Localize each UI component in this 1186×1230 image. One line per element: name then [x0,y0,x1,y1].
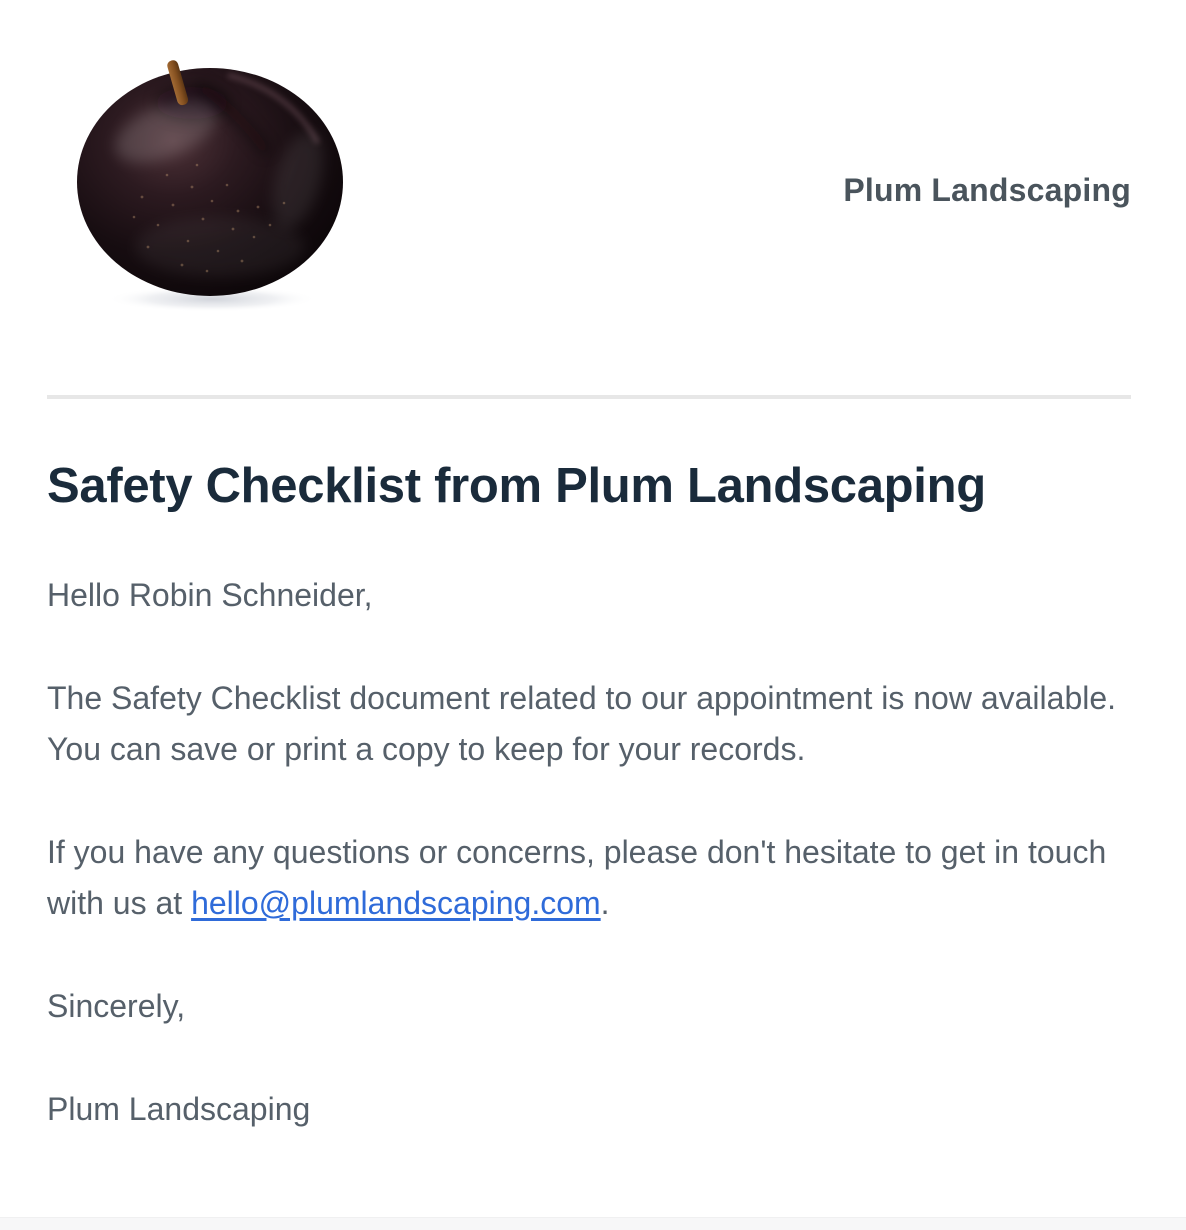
contact-text-after-link: . [600,884,610,921]
plum-logo-image [70,15,350,315]
email-address-link[interactable]: hello@plumlandscaping.com [191,884,601,921]
closing-text: Sincerely, [47,987,186,1024]
plum-icon [70,15,350,315]
email-heading: Safety Checklist from Plum Landscaping [47,459,986,513]
header-divider [47,395,1131,399]
paragraph-availability: The Safety Checklist document related to our appointment is now available. You can save or print a copy to keep for your records. [47,679,1117,767]
brand-name: Plum Landscaping [843,172,1131,208]
greeting-text: Hello Robin Schneider, [47,576,373,613]
email-body [0,457,1186,1135]
footer-section-edge [0,1217,1186,1230]
signature-text: Plum Landscaping [47,1090,311,1127]
email-header [0,0,1186,395]
paragraph-contact [47,827,1131,929]
contact-text-before-link: If you have any questions or concerns, please don't hesitate to get in touch with us at [47,833,1107,921]
